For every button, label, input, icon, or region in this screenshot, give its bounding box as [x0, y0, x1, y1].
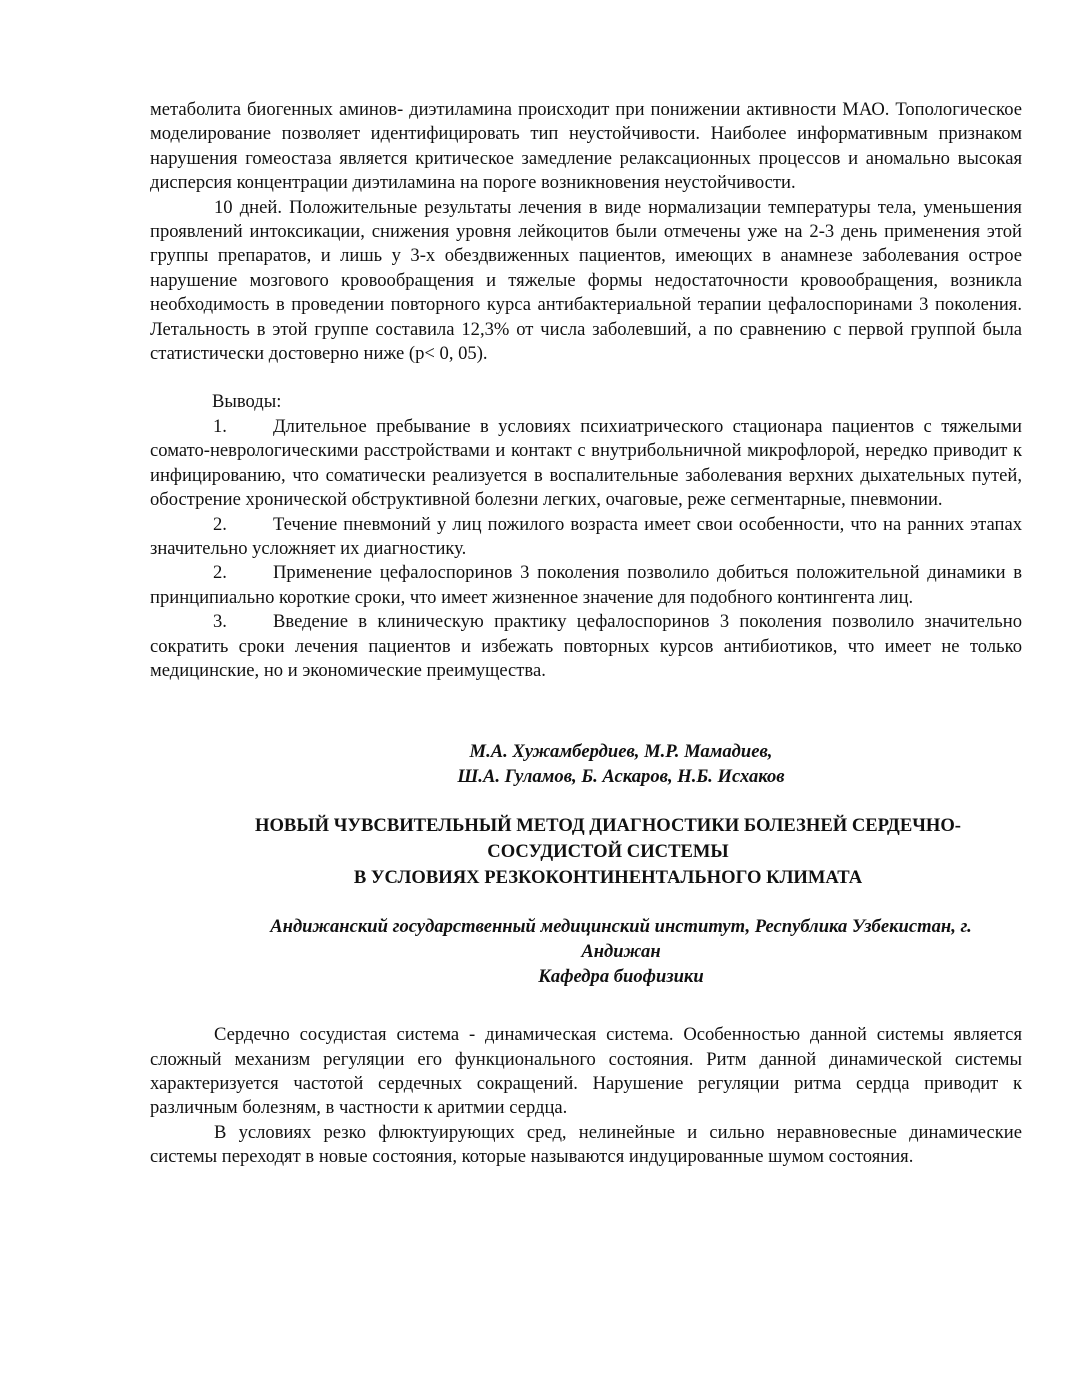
- paragraph-fluctuating-environments: В условиях резко флюктуирующих сред, нелинейные и сильно неравновесные динамические системы переходят в новые состояния, которые называются индуцированные шумом состояния.: [150, 1121, 1022, 1168]
- document-page: [150, 98, 1022, 1170]
- conclusion-text: Введение в клиническую практику цефалоспоринов 3 поколения позволило значительно сократить сроки лечения пациентов и избежать повторных курсов антибиотиков, что имеет не только медицинские, но и экономические преимущества.: [150, 611, 1022, 681]
- article-title: [150, 813, 1022, 891]
- conclusion-number: 1.: [213, 415, 227, 437]
- conclusion-number: 3.: [213, 611, 227, 633]
- conclusions-heading: Выводы:: [212, 391, 282, 413]
- title-line: НОВЫЙ ЧУВСВИТЕЛЬНЫЙ МЕТОД ДИАГНОСТИКИ БОЛЕЗНЕЙ СЕРДЕЧНО-: [255, 815, 961, 837]
- paragraph-treatment-results: 10 дней. Положительные результаты лечения в виде нормализации температуры тела, уменьшения проявлений интоксикации, снижения уровня лейкоцитов были отмечены уже на 2-3 день применения этой группы препаратов, и лишь у 3-х обездвиженных пациентов, имеющих в анамнезе заболевания острое нарушение мозгового кровообращения и тяжелые формы недостаточности кровообращения, возникла необходимость в проведении повторного курса антибактериальной терапии цефалоспоринами 3 поколения. Летальность в этой группе составила 12,3% от числа заболевший, а по сравнению с первой группой была статистически достоверно ниже (р< 0, 05).: [150, 196, 1022, 365]
- authors-line: Ш.А. Гуламов, Б. Аскаров, Н.Б. Исхаков: [457, 766, 785, 788]
- affiliation-line: Кафедра биофизики: [538, 965, 704, 987]
- title-line: СОСУДИСТОЙ СИСТЕМЫ: [487, 841, 729, 863]
- conclusion-number: 2.: [213, 562, 227, 584]
- affiliation-line: Андижан: [581, 940, 661, 962]
- title-line: В УСЛОВИЯХ РЕЗКОКОНТИНЕНТАЛЬНОГО КЛИМАТА: [353, 867, 863, 889]
- authors-line: М.А. Хужамбердиев, М.Р. Мамадиев,: [469, 741, 773, 763]
- conclusion-number: 2.: [213, 513, 227, 535]
- conclusion-item-2: [150, 513, 1022, 562]
- paragraph-cardiovascular-system: Сердечно сосудистая система - динамическая система. Особенностью данной системы является сложный механизм регуляции его функционального состояния. Ритм данной динамической системы характеризуется частотой сердечных сокращений. Нарушение регуляции ритма сердца приводит к различным болезням, в частности к аритмии сердца.: [150, 1024, 1022, 1119]
- paragraph-metabolite: метаболита биогенных аминов- диэтиламина происходит при понижении активности МАО. Топологическое моделирование позволяет идентифицировать тип неустойчивости. Наиболее информативным признаком нарушения гомеостаза является критическое замедление релаксационных процессов и аномально высокая дисперсия концентрации диэтиламина на пороге возникновения неустойчивости.: [150, 99, 1022, 194]
- conclusion-item-3: [150, 561, 1022, 610]
- conclusion-item-4: [150, 610, 1022, 683]
- conclusion-text: Длительное пребывание в условиях психиатрического стационара пациентов с тяжелыми сомато-неврологическими расстройствами и контакт с внутрибольничной микрофлорой, нередко приводит к инфицированию, что соматически реализуется в воспалительные заболевания верхних дыхательных путей, обострение хронической обструктивной болезни легких, очаговые, реже сегментарные, пневмонии.: [150, 415, 1022, 511]
- affiliation-line: Андижанский государственный медицинский институт, Республика Узбекистан, г.: [270, 916, 972, 938]
- conclusion-text: Применение цефалоспоринов 3 поколения позволило добиться положительной динамики в принципиально короткие сроки, что имеет жизненное значение для подобного контингента лиц.: [150, 562, 1022, 608]
- article-authors: [150, 739, 1022, 789]
- conclusion-item-1: [150, 415, 1022, 513]
- article-affiliation: [150, 915, 1022, 989]
- conclusion-text: Течение пневмоний у лиц пожилого возраста имеет свои особенности, что на ранних этапах значительно усложняет их диагностику.: [150, 513, 1022, 559]
